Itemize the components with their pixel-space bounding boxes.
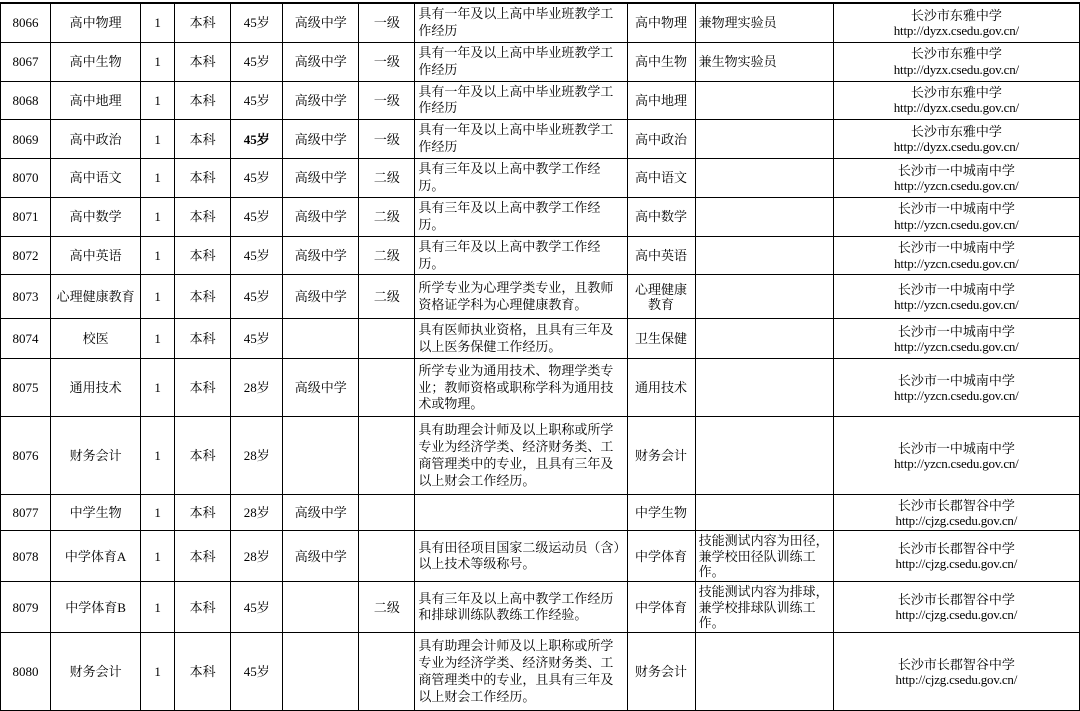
- cell-subject: 高中地理: [627, 81, 695, 120]
- cell-level: 一级: [359, 42, 415, 81]
- cell-post: 高中英语: [51, 236, 141, 275]
- cell-age: 45岁: [231, 582, 283, 633]
- cell-note: 兼生物实验员: [695, 42, 833, 81]
- cell-edu: 本科: [175, 417, 231, 495]
- cell-note: [695, 319, 833, 359]
- cell-id: 8067: [1, 42, 51, 81]
- cell-note: 技能测试内容为田径，兼学校田径队训练工作。: [695, 531, 833, 582]
- unit-url[interactable]: http://dyzx.csedu.gov.cn/: [893, 100, 1019, 116]
- cell-num: 1: [141, 275, 175, 319]
- cell-edu: 本科: [175, 120, 231, 159]
- cell-cert: 高级中学: [283, 42, 359, 81]
- cell-age: 45岁: [231, 120, 283, 159]
- cell-subject: 中学体育: [627, 531, 695, 582]
- cell-level: [359, 319, 415, 359]
- cell-requirement: 具有医师执业资格，且具有三年及以上医务保健工作经历。: [415, 319, 627, 359]
- cell-num: 1: [141, 81, 175, 120]
- cell-id: 8080: [1, 633, 51, 711]
- table-row: [1, 319, 1080, 359]
- cell-age: 45岁: [231, 4, 283, 43]
- cell-unit: [833, 275, 1079, 319]
- cell-requirement: 具有三年及以上高中教学工作经历和排球训练队教练工作经验。: [415, 582, 627, 633]
- cell-post: 财务会计: [51, 633, 141, 711]
- cell-num: 1: [141, 236, 175, 275]
- cell-num: 1: [141, 359, 175, 417]
- unit-url[interactable]: http://cjzg.csedu.gov.cn/: [895, 671, 1018, 687]
- cell-unit: [833, 531, 1079, 582]
- cell-id: 8076: [1, 417, 51, 495]
- cell-num: 1: [141, 319, 175, 359]
- cell-level: 二级: [359, 159, 415, 198]
- cell-unit: [833, 236, 1079, 275]
- unit-url[interactable]: http://yzcn.csedu.gov.cn/: [894, 455, 1019, 471]
- cell-subject: 高中政治: [627, 120, 695, 159]
- cell-num: 1: [141, 197, 175, 236]
- cell-num: 1: [141, 633, 175, 711]
- cell-num: 1: [141, 417, 175, 495]
- unit-name: 长沙市一中城南中学: [897, 240, 1015, 256]
- cell-edu: 本科: [175, 42, 231, 81]
- cell-note: [695, 236, 833, 275]
- unit-name: 长沙市一中城南中学: [897, 440, 1015, 456]
- table-row: [1, 197, 1080, 236]
- cell-edu: 本科: [175, 275, 231, 319]
- cell-unit: [833, 4, 1079, 43]
- cell-subject: 高中英语: [627, 236, 695, 275]
- unit-url[interactable]: http://yzcn.csedu.gov.cn/: [894, 216, 1019, 232]
- cell-post: 中学体育B: [51, 582, 141, 633]
- cell-post: 财务会计: [51, 417, 141, 495]
- cell-note: [695, 120, 833, 159]
- cell-post: 中学体育A: [51, 531, 141, 582]
- cell-requirement: 所学专业为心理学类专业，且教师资格证学科为心理健康教育。: [415, 275, 627, 319]
- cell-note: [695, 359, 833, 417]
- cell-id: 8073: [1, 275, 51, 319]
- cell-post: 高中数学: [51, 197, 141, 236]
- cell-edu: 本科: [175, 531, 231, 582]
- cell-cert: 高级中学: [283, 4, 359, 43]
- cell-post: 高中语文: [51, 159, 141, 198]
- cell-note: 兼物理实验员: [695, 4, 833, 43]
- cell-unit: [833, 197, 1079, 236]
- cell-num: 1: [141, 120, 175, 159]
- table-row: [1, 236, 1080, 275]
- cell-subject: 心理健康教育: [627, 275, 695, 319]
- cell-unit: [833, 495, 1079, 531]
- table-body: [1, 4, 1080, 711]
- cell-unit: [833, 159, 1079, 198]
- cell-note: [695, 495, 833, 531]
- unit-name: 长沙市长郡智谷中学: [897, 497, 1015, 513]
- cell-subject: 卫生保健: [627, 319, 695, 359]
- cell-edu: 本科: [175, 159, 231, 198]
- cell-subject: 财务会计: [627, 633, 695, 711]
- cell-num: 1: [141, 531, 175, 582]
- cell-note: [695, 197, 833, 236]
- unit-name: 长沙市东雅中学: [910, 46, 1002, 62]
- cell-cert: 高级中学: [283, 495, 359, 531]
- cell-num: 1: [141, 159, 175, 198]
- cell-age: 45岁: [231, 319, 283, 359]
- table-row: [1, 81, 1080, 120]
- unit-url[interactable]: http://yzcn.csedu.gov.cn/: [894, 338, 1019, 354]
- unit-name: 长沙市一中城南中学: [897, 201, 1015, 217]
- unit-url[interactable]: http://dyzx.csedu.gov.cn/: [893, 22, 1019, 38]
- cell-note: [695, 275, 833, 319]
- cell-edu: 本科: [175, 582, 231, 633]
- cell-id: 8069: [1, 120, 51, 159]
- cell-post: 通用技术: [51, 359, 141, 417]
- cell-cert: 高级中学: [283, 275, 359, 319]
- cell-post: 心理健康教育: [51, 275, 141, 319]
- cell-id: 8071: [1, 197, 51, 236]
- cell-requirement: 具有三年及以上高中教学工作经历。: [415, 236, 627, 275]
- unit-name: 长沙市一中城南中学: [897, 372, 1015, 388]
- unit-name: 长沙市长郡智谷中学: [897, 592, 1015, 608]
- cell-edu: 本科: [175, 197, 231, 236]
- cell-post: 高中政治: [51, 120, 141, 159]
- table-row: [1, 531, 1080, 582]
- cell-edu: 本科: [175, 236, 231, 275]
- cell-unit: [833, 359, 1079, 417]
- cell-subject: 通用技术: [627, 359, 695, 417]
- cell-requirement: 具有一年及以上高中毕业班教学工作经历: [415, 81, 627, 120]
- cell-cert: 高级中学: [283, 81, 359, 120]
- cell-cert: [283, 582, 359, 633]
- cell-note: [695, 81, 833, 120]
- cell-age: 45岁: [231, 81, 283, 120]
- cell-level: [359, 417, 415, 495]
- cell-unit: [833, 417, 1079, 495]
- cell-age: 28岁: [231, 531, 283, 582]
- cell-cert: 高级中学: [283, 531, 359, 582]
- unit-url[interactable]: http://yzcn.csedu.gov.cn/: [894, 255, 1019, 271]
- cell-age: 45岁: [231, 197, 283, 236]
- unit-name: 长沙市长郡智谷中学: [897, 541, 1015, 557]
- cell-age: 28岁: [231, 495, 283, 531]
- cell-id: 8070: [1, 159, 51, 198]
- cell-level: 二级: [359, 582, 415, 633]
- cell-cert: [283, 319, 359, 359]
- cell-level: 二级: [359, 275, 415, 319]
- table-row: [1, 633, 1080, 711]
- cell-num: 1: [141, 4, 175, 43]
- cell-num: 1: [141, 495, 175, 531]
- cell-post: 校医: [51, 319, 141, 359]
- cell-unit: [833, 81, 1079, 120]
- unit-name: 长沙市东雅中学: [910, 7, 1002, 23]
- unit-url[interactable]: http://cjzg.csedu.gov.cn/: [895, 607, 1018, 623]
- cell-id: 8072: [1, 236, 51, 275]
- unit-url[interactable]: http://dyzx.csedu.gov.cn/: [893, 139, 1019, 155]
- cell-level: [359, 495, 415, 531]
- cell-edu: 本科: [175, 81, 231, 120]
- table-row: [1, 582, 1080, 633]
- cell-requirement: 所学专业为通用技术、物理学类专业；教师资格或职称学科为通用技术或物理。: [415, 359, 627, 417]
- cell-post: 高中生物: [51, 42, 141, 81]
- cell-level: 一级: [359, 120, 415, 159]
- cell-id: 8077: [1, 495, 51, 531]
- unit-name: 长沙市一中城南中学: [897, 162, 1015, 178]
- cell-requirement: 具有助理会计师及以上职称或所学专业为经济学类、经济财务类、工商管理类中的专业，且具有三年及以上财会工作经历。: [415, 417, 627, 495]
- cell-post: 中学生物: [51, 495, 141, 531]
- cell-id: 8068: [1, 81, 51, 120]
- cell-num: 1: [141, 42, 175, 81]
- cell-age: 45岁: [231, 236, 283, 275]
- cell-id: 8074: [1, 319, 51, 359]
- cell-unit: [833, 319, 1079, 359]
- cell-note: 技能测试内容为排球，兼学校排球队训练工作。: [695, 582, 833, 633]
- cell-subject: 财务会计: [627, 417, 695, 495]
- table-row: [1, 120, 1080, 159]
- cell-subject: 中学生物: [627, 495, 695, 531]
- cell-subject: 高中生物: [627, 42, 695, 81]
- cell-requirement: 具有田径项目国家二级运动员（含）以上技术等级称号。: [415, 531, 627, 582]
- cell-level: 二级: [359, 236, 415, 275]
- table-row: [1, 417, 1080, 495]
- cell-cert: 高级中学: [283, 159, 359, 198]
- cell-post: 高中地理: [51, 81, 141, 120]
- cell-age: 28岁: [231, 359, 283, 417]
- recruitment-table: [0, 3, 1080, 711]
- cell-subject: 高中数学: [627, 197, 695, 236]
- unit-name: 长沙市一中城南中学: [897, 323, 1015, 339]
- cell-subject: 高中语文: [627, 159, 695, 198]
- cell-unit: [833, 120, 1079, 159]
- unit-name: 长沙市长郡智谷中学: [897, 656, 1015, 672]
- table-row: [1, 42, 1080, 81]
- cell-level: [359, 531, 415, 582]
- cell-cert: [283, 417, 359, 495]
- cell-level: 一级: [359, 4, 415, 43]
- cell-edu: 本科: [175, 319, 231, 359]
- cell-subject: 高中物理: [627, 4, 695, 43]
- table-row: [1, 159, 1080, 198]
- cell-id: 8075: [1, 359, 51, 417]
- unit-name: 长沙市东雅中学: [910, 85, 1002, 101]
- cell-unit: [833, 633, 1079, 711]
- cell-cert: 高级中学: [283, 197, 359, 236]
- cell-note: [695, 633, 833, 711]
- cell-note: [695, 417, 833, 495]
- cell-requirement: 具有一年及以上高中毕业班教学工作经历: [415, 4, 627, 43]
- cell-subject: 中学体育: [627, 582, 695, 633]
- cell-unit: [833, 42, 1079, 81]
- table-row: [1, 275, 1080, 319]
- unit-url[interactable]: http://yzcn.csedu.gov.cn/: [894, 296, 1019, 312]
- cell-age: 45岁: [231, 633, 283, 711]
- cell-level: 一级: [359, 81, 415, 120]
- table-row: [1, 359, 1080, 417]
- cell-unit: [833, 582, 1079, 633]
- cell-id: 8066: [1, 4, 51, 43]
- table-row: [1, 4, 1080, 43]
- cell-note: [695, 159, 833, 198]
- cell-cert: 高级中学: [283, 359, 359, 417]
- unit-url[interactable]: http://yzcn.csedu.gov.cn/: [894, 387, 1019, 403]
- unit-url[interactable]: http://cjzg.csedu.gov.cn/: [895, 556, 1018, 572]
- cell-level: 二级: [359, 197, 415, 236]
- unit-name: 长沙市一中城南中学: [897, 281, 1015, 297]
- cell-requirement: 具有一年及以上高中毕业班教学工作经历: [415, 120, 627, 159]
- cell-edu: 本科: [175, 495, 231, 531]
- cell-requirement: [415, 495, 627, 531]
- cell-age: 45岁: [231, 275, 283, 319]
- cell-post: 高中物理: [51, 4, 141, 43]
- cell-edu: 本科: [175, 4, 231, 43]
- cell-id: 8079: [1, 582, 51, 633]
- cell-requirement: 具有三年及以上高中教学工作经历。: [415, 197, 627, 236]
- cell-cert: 高级中学: [283, 236, 359, 275]
- cell-cert: 高级中学: [283, 120, 359, 159]
- table-row: [1, 495, 1080, 531]
- cell-age: 28岁: [231, 417, 283, 495]
- unit-name: 长沙市东雅中学: [910, 123, 1002, 139]
- cell-requirement: 具有助理会计师及以上职称或所学专业为经济学类、经济财务类、工商管理类中的专业，且具有三年及以上财会工作经历。: [415, 633, 627, 711]
- unit-url[interactable]: http://dyzx.csedu.gov.cn/: [893, 61, 1019, 77]
- cell-num: 1: [141, 582, 175, 633]
- cell-age: 45岁: [231, 42, 283, 81]
- unit-url[interactable]: http://yzcn.csedu.gov.cn/: [894, 178, 1019, 194]
- cell-requirement: 具有三年及以上高中教学工作经历。: [415, 159, 627, 198]
- cell-age: 45岁: [231, 159, 283, 198]
- cell-edu: 本科: [175, 633, 231, 711]
- cell-cert: [283, 633, 359, 711]
- cell-edu: 本科: [175, 359, 231, 417]
- cell-level: [359, 359, 415, 417]
- cell-level: [359, 633, 415, 711]
- cell-requirement: 具有一年及以上高中毕业班教学工作经历: [415, 42, 627, 81]
- unit-url[interactable]: http://cjzg.csedu.gov.cn/: [895, 512, 1018, 528]
- cell-id: 8078: [1, 531, 51, 582]
